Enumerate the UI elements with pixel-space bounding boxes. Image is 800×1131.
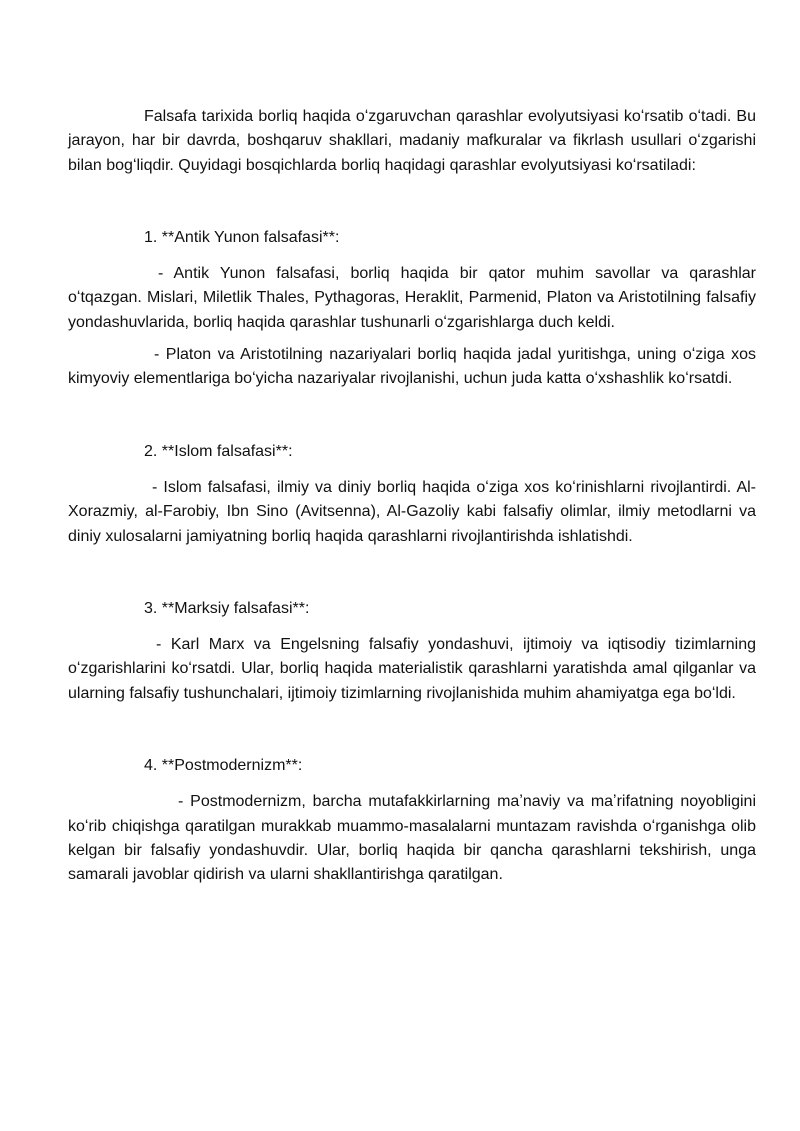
section-heading-postmodernizm: 4. **Postmodernizm**:: [144, 757, 303, 775]
intro-paragraph: Falsafa tarixida borliq haqida oʻzgaruvchan qarashlar evolyutsiyasi koʻrsatib oʻtadi. Bu jarayon, har bir davrda, boshqaruv shakllari, madaniy mafkuralar va fikrlash usullari oʻzgarishi bilan bogʻliqdir. Quyidagi bosqichlarda borliq haqidagi qarashlar evolyutsiyasi koʻrsatiladi:: [68, 108, 756, 174]
section-heading-antik-yunon: 1. **Antik Yunon falsafasi**:: [144, 228, 340, 246]
section-heading-islom: 2. **Islom falsafasi**:: [144, 442, 293, 460]
section-paragraph: - Karl Marx va Engelsning falsafiy yondashuvi, ijtimoiy va iqtisodiy tizimlarning oʻzgarishlarini koʻrsatdi. Ular, borliq haqida materialistik qarashlarni yaratishda amal qilganlar va ularning falsafiy tushunchalari, ijtimoiy tizimlarning rivojlanishida muhim ahamiyatga ega boʻldi.: [68, 636, 756, 702]
document-body: [68, 105, 756, 888]
section-paragraph: - Platon va Aristotilning nazariyalari borliq haqida jadal yuritishga, uning oʻziga xos kimyoviy elementlariga boʻyicha nazariyalar rivojlanishi, uchun juda katta oʻxshashlik koʻrsatdi.: [68, 346, 756, 388]
section-paragraph: - Postmodernizm, barcha mutafakkirlarning maʼnaviy va maʼrifatning noyobligini koʻrib chiqishga qaratilgan murakkab muammo-masalalarni muntazam ravishda oʻrganishga olib kelgan bir falsafiy yondashuvdir. Ular, borliq haqida bir qancha qarashlarni tekshirish, unga samarali javoblar qidirish va ularni shakllantirishga qaratilgan.: [68, 793, 756, 884]
section-heading-marksiy: 3. **Marksiy falsafasi**:: [144, 599, 310, 617]
section-paragraph: - Antik Yunon falsafasi, borliq haqida bir qator muhim savollar va qarashlar oʻtqazgan. Mislari, Miletlik Thales, Pythagoras, Heraklit, Parmenid, Platon va Aristotilning falsafiy yondashuvlarida, borliq haqida qarashlar tushunarli oʻzgarishlarga duch keldi.: [68, 265, 756, 331]
section-paragraph: - Islom falsafasi, ilmiy va diniy borliq haqida oʻziga xos koʻrinishlarni rivojlantirdi. Al-Xorazmiy, al-Farobiy, Ibn Sino (Avitsenna), Al-Gazoliy kabi falsafiy olimlar, ilmiy metodlarni va diniy xulosalarni jamiyatning borliq haqida qarashlarni rivojlantirishda ishlatishdi.: [68, 478, 756, 545]
